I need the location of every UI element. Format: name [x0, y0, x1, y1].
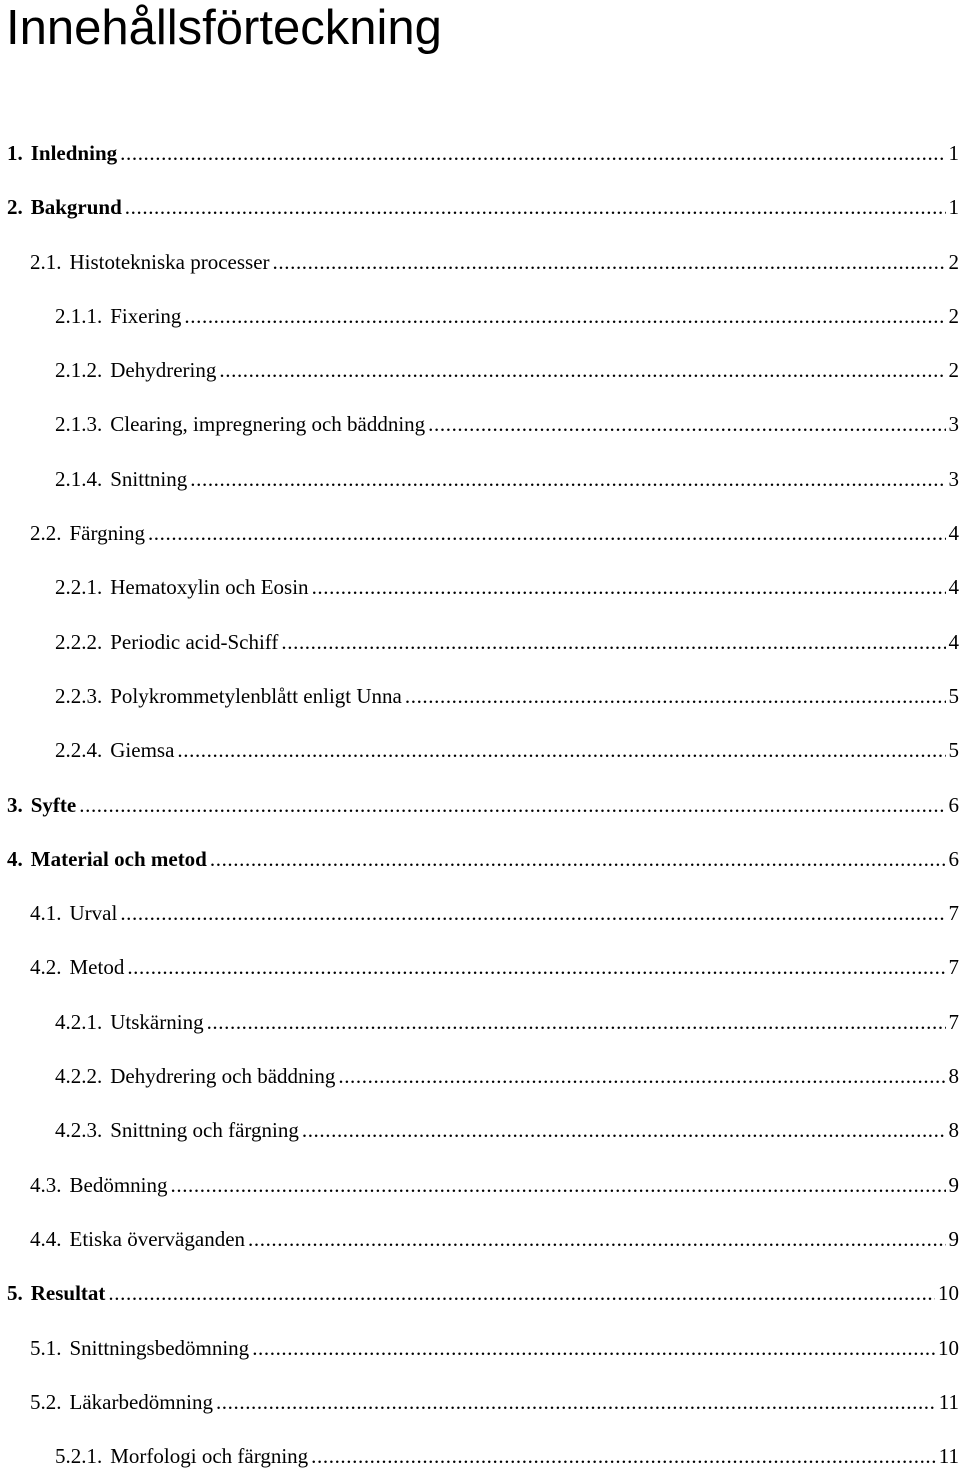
toc-entry[interactable]: [0, 452, 960, 506]
toc-entry-title: Morfologi och färgning: [110, 1429, 308, 1483]
dot-leader: [184, 289, 945, 343]
toc-entry-page: 1: [949, 180, 960, 234]
toc-entry[interactable]: [0, 995, 960, 1049]
dot-leader: [108, 1266, 935, 1320]
toc-entry-page: 9: [949, 1158, 960, 1212]
dot-leader: [125, 180, 946, 234]
dot-leader: [248, 1212, 945, 1266]
toc-entry[interactable]: [0, 1429, 960, 1483]
toc-entry-number: 2.1.1.: [55, 289, 102, 343]
dot-leader: [127, 940, 945, 994]
toc-entry-title: Hematoxylin och Eosin: [110, 560, 308, 614]
toc-entry[interactable]: [0, 1158, 960, 1212]
toc-entry[interactable]: [0, 886, 960, 940]
toc-entry-title: Fixering: [110, 289, 181, 343]
toc-entry-page: 2: [949, 343, 960, 397]
toc-entry[interactable]: [0, 778, 960, 832]
toc-entry[interactable]: [0, 397, 960, 451]
toc-entry-title: Bakgrund: [31, 180, 122, 234]
toc-entry[interactable]: [0, 1103, 960, 1157]
toc-entry-page: 7: [949, 995, 960, 1049]
toc-entry-page: 2: [949, 235, 960, 289]
toc-entry-number: 5.2.: [30, 1375, 62, 1429]
dot-leader: [190, 452, 945, 506]
toc-entry-title: Clearing, impregnering och bäddning: [110, 397, 425, 451]
toc-entry-title: Bedömning: [70, 1158, 168, 1212]
toc-entry-title: Snittning och färgning: [110, 1103, 299, 1157]
toc-entry-number: 2.2.: [30, 506, 62, 560]
toc-entry-page: 8: [949, 1103, 960, 1157]
toc-entry[interactable]: [0, 1212, 960, 1266]
toc-entry[interactable]: [0, 343, 960, 397]
toc-entry-title: Etiska överväganden: [70, 1212, 246, 1266]
toc-entry-page: 1: [949, 126, 960, 180]
toc-entry-number: 3.: [7, 778, 23, 832]
toc-entry[interactable]: [0, 1049, 960, 1103]
toc-entry[interactable]: [0, 1266, 960, 1320]
toc-entry-title: Snittningsbedömning: [70, 1321, 250, 1375]
toc-entry-number: 2.: [7, 180, 23, 234]
toc-entry-title: Dehydrering och bäddning: [110, 1049, 335, 1103]
toc-entry-page: 7: [949, 886, 960, 940]
toc-entry[interactable]: [0, 940, 960, 994]
toc-entry-page: 11: [939, 1429, 960, 1483]
toc-entry-number: 5.2.1.: [55, 1429, 102, 1483]
toc-entry-number: 4.2.3.: [55, 1103, 102, 1157]
toc-entry-number: 2.1.2.: [55, 343, 102, 397]
toc-entry[interactable]: [0, 560, 960, 614]
dot-leader: [120, 126, 945, 180]
toc-entry-page: 3: [949, 397, 960, 451]
dot-leader: [302, 1103, 946, 1157]
toc-entry-title: Periodic acid-Schiff: [110, 615, 278, 669]
toc-entry[interactable]: [0, 723, 960, 777]
dot-leader: [338, 1049, 945, 1103]
toc-entry[interactable]: [0, 669, 960, 723]
toc-entry-title: Polykrommetylenblått enligt Unna: [110, 669, 402, 723]
toc-entry-number: 4.2.2.: [55, 1049, 102, 1103]
page-title: Innehållsförteckning: [6, 0, 442, 58]
toc-entry-number: 4.: [7, 832, 23, 886]
dot-leader: [312, 560, 946, 614]
toc-entry-page: 7: [949, 940, 960, 994]
toc-entry-number: 2.1.3.: [55, 397, 102, 451]
table-of-contents: [0, 126, 960, 1483]
toc-entry-page: 3: [949, 452, 960, 506]
dot-leader: [171, 1158, 946, 1212]
toc-entry-page: 4: [949, 506, 960, 560]
toc-entry-number: 4.3.: [30, 1158, 62, 1212]
toc-entry-number: 2.2.4.: [55, 723, 102, 777]
dot-leader: [252, 1321, 935, 1375]
toc-entry-page: 2: [949, 289, 960, 343]
toc-entry-page: 4: [949, 615, 960, 669]
toc-entry-title: Giemsa: [110, 723, 174, 777]
toc-entry-title: Material och metod: [31, 832, 207, 886]
dot-leader: [177, 723, 945, 777]
dot-leader: [219, 343, 945, 397]
toc-entry-title: Urval: [70, 886, 118, 940]
dot-leader: [405, 669, 946, 723]
toc-entry-page: 8: [949, 1049, 960, 1103]
toc-entry-number: 4.2.: [30, 940, 62, 994]
toc-entry-title: Dehydrering: [110, 343, 216, 397]
toc-entry-title: Färgning: [70, 506, 145, 560]
toc-entry-number: 4.4.: [30, 1212, 62, 1266]
dot-leader: [148, 506, 946, 560]
toc-entry-number: 5.: [7, 1266, 23, 1320]
toc-entry-title: Syfte: [31, 778, 77, 832]
toc-entry[interactable]: [0, 235, 960, 289]
toc-entry-title: Resultat: [31, 1266, 106, 1320]
toc-entry-page: 11: [939, 1375, 960, 1429]
toc-entry-page: 10: [938, 1266, 960, 1320]
dot-leader: [281, 615, 945, 669]
toc-entry-number: 5.1.: [30, 1321, 62, 1375]
toc-entry-title: Metod: [70, 940, 125, 994]
toc-entry-number: 2.1.4.: [55, 452, 102, 506]
toc-entry-page: 5: [949, 669, 960, 723]
toc-entry-number: 2.1.: [30, 235, 62, 289]
toc-entry-page: 6: [949, 832, 960, 886]
dot-leader: [79, 778, 945, 832]
toc-entry[interactable]: [0, 289, 960, 343]
toc-entry-page: 5: [949, 723, 960, 777]
toc-entry[interactable]: [0, 506, 960, 560]
toc-entry-number: 4.2.1.: [55, 995, 102, 1049]
toc-entry-title: Histotekniska processer: [70, 235, 270, 289]
toc-entry-number: 1.: [7, 126, 23, 180]
toc-entry-title: Utskärning: [110, 995, 203, 1049]
dot-leader: [207, 995, 946, 1049]
toc-entry-page: 6: [949, 778, 960, 832]
toc-entry-number: 2.2.1.: [55, 560, 102, 614]
dot-leader: [216, 1375, 936, 1429]
toc-entry-number: 4.1.: [30, 886, 62, 940]
toc-entry[interactable]: [0, 126, 960, 180]
toc-entry[interactable]: [0, 1375, 960, 1429]
toc-entry-page: 9: [949, 1212, 960, 1266]
dot-leader: [273, 235, 946, 289]
toc-entry-title: Läkarbedömning: [70, 1375, 213, 1429]
dot-leader: [428, 397, 945, 451]
toc-entry-page: 10: [938, 1321, 960, 1375]
toc-entry[interactable]: [0, 1321, 960, 1375]
dot-leader: [210, 832, 946, 886]
toc-entry[interactable]: [0, 832, 960, 886]
dot-leader: [311, 1429, 936, 1483]
dot-leader: [120, 886, 945, 940]
toc-entry-page: 4: [949, 560, 960, 614]
toc-entry[interactable]: [0, 615, 960, 669]
toc-entry[interactable]: [0, 180, 960, 234]
toc-entry-title: Snittning: [110, 452, 187, 506]
toc-entry-number: 2.2.3.: [55, 669, 102, 723]
toc-entry-number: 2.2.2.: [55, 615, 102, 669]
toc-entry-title: Inledning: [31, 126, 117, 180]
